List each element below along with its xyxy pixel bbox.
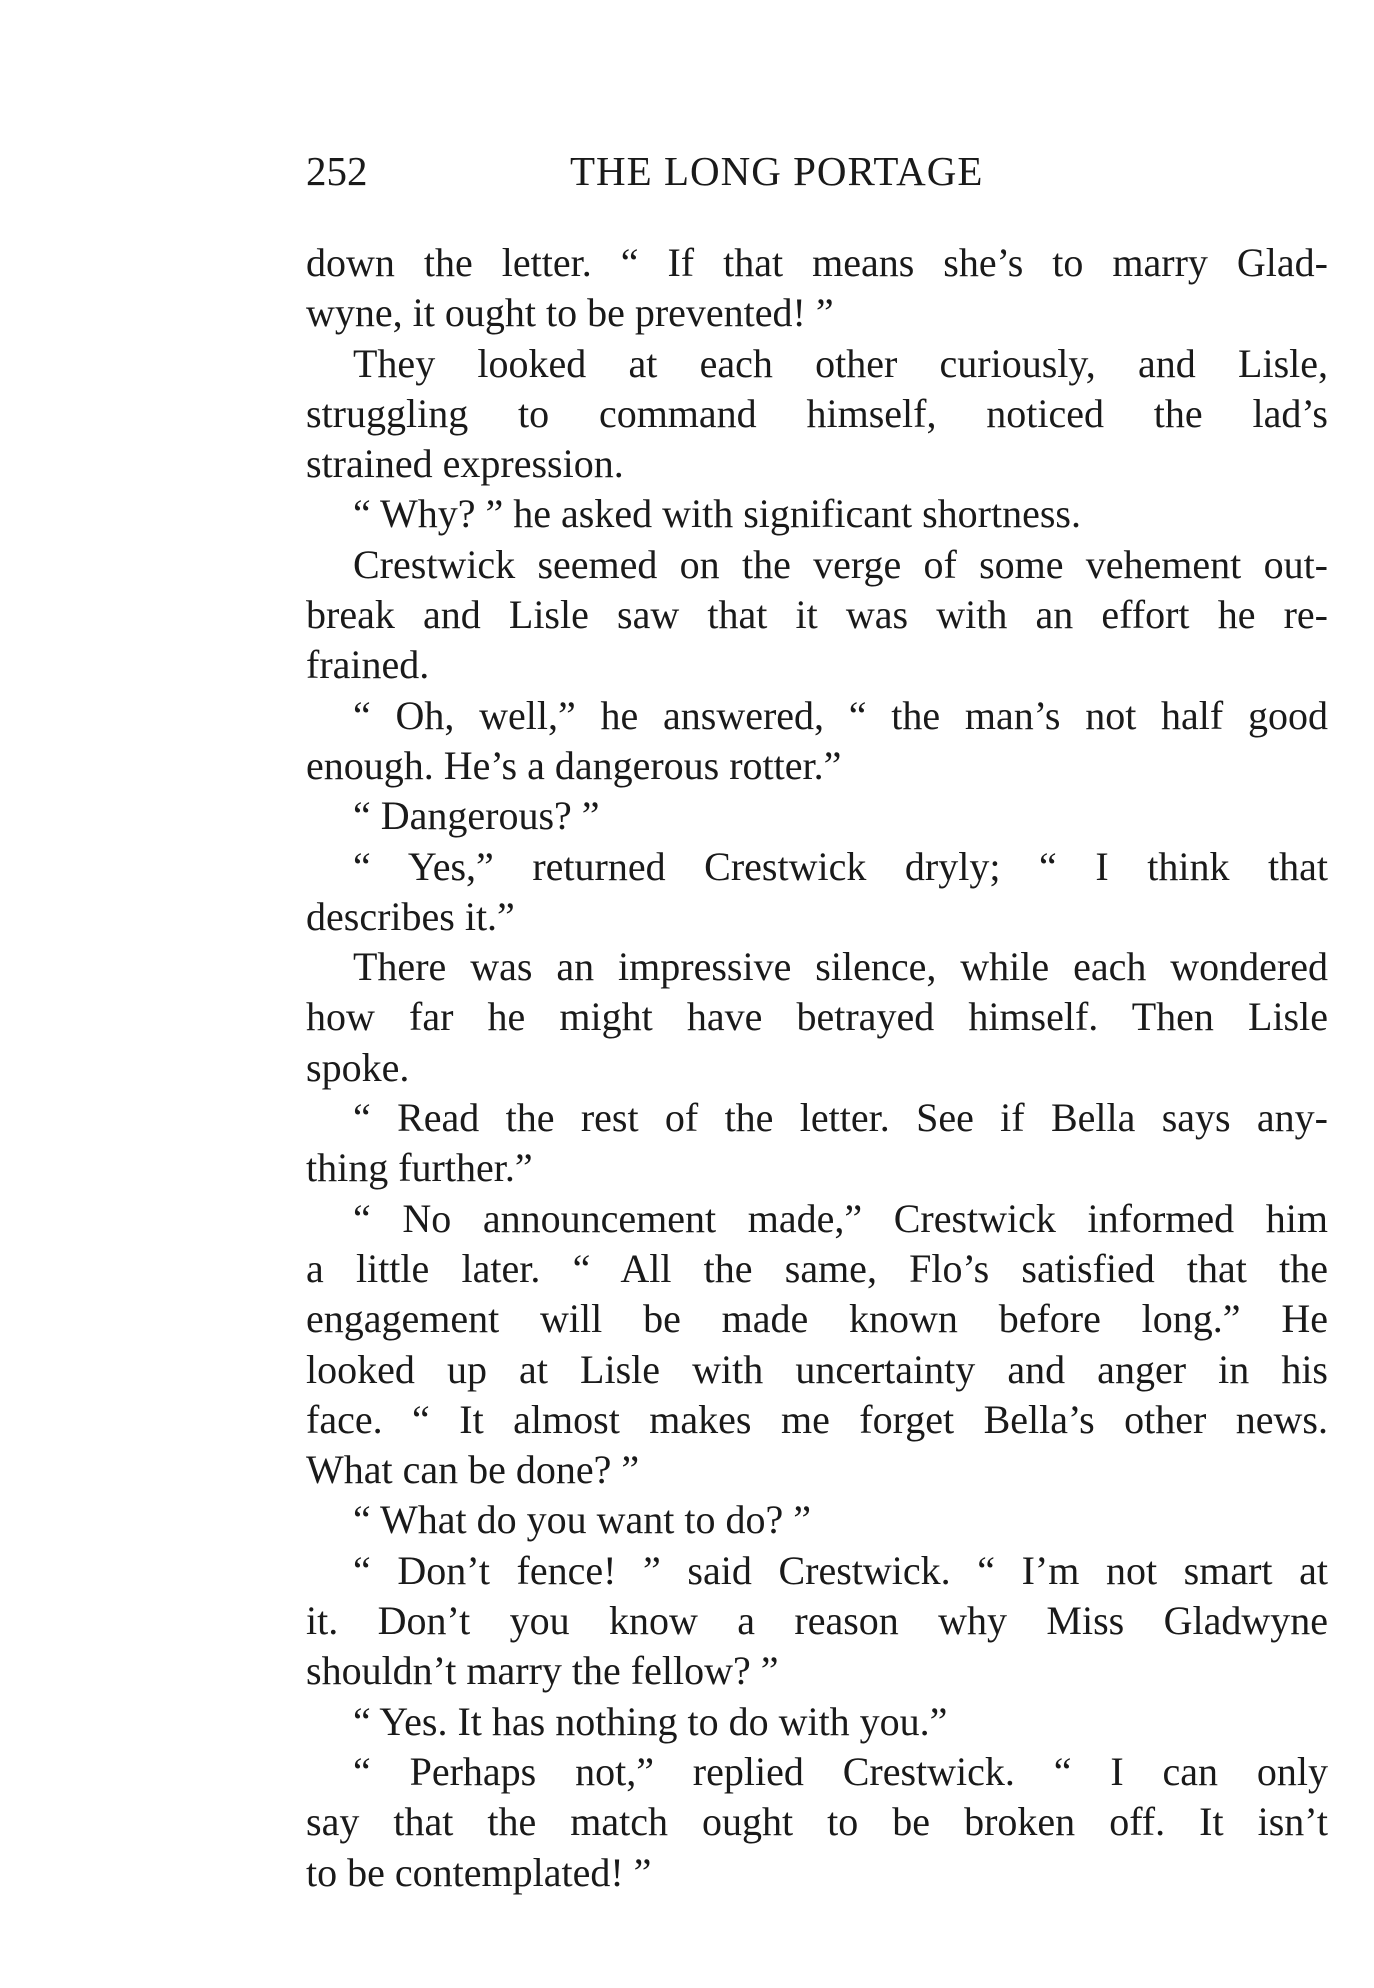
text-line: enough. He’s a dangerous rotter.” — [306, 742, 842, 788]
text-line: “ Yes,” returned Crestwick dryly; “ I think that — [353, 843, 1328, 889]
book-title: THE LONG PORTAGE — [570, 148, 984, 194]
text-line: “ Yes. It has nothing to do with you.” — [353, 1698, 948, 1744]
text-line: “ Why? ” he asked with significant shortness. — [353, 491, 1081, 537]
text-line: “ Dangerous? ” — [353, 793, 600, 839]
running-head — [306, 146, 1066, 196]
text-line: strained expression. — [306, 441, 624, 487]
text-line: face. “ It almost makes me forget Bella’s other news. — [306, 1396, 1328, 1442]
text-line: it. Don’t you know a reason why Miss Gladwyne — [306, 1598, 1328, 1644]
text-line: “ What do you want to do? ” — [353, 1497, 812, 1543]
text-line: to be contemplated! ” — [306, 1849, 652, 1895]
text-line: struggling to command himself, noticed the lad’s — [306, 390, 1328, 436]
text-line: engagement will be made known before long.” He — [306, 1296, 1328, 1342]
text-line: “ Don’t fence! ” said Crestwick. “ I’m not smart at — [353, 1547, 1328, 1593]
page-number: 252 — [306, 148, 368, 194]
text-line: spoke. — [306, 1044, 410, 1090]
text-line: Crestwick seemed on the verge of some vehement out- — [353, 541, 1328, 587]
text-line: say that the match ought to be broken off. It isn’t — [306, 1799, 1328, 1845]
text-line: down the letter. “ If that means she’s to marry Glad- — [306, 240, 1328, 285]
text-line: break and Lisle saw that it was with an effort he re- — [306, 592, 1328, 638]
text-line: What can be done? ” — [306, 1447, 640, 1493]
text-line: They looked at each other curiously, and Lisle, — [353, 340, 1328, 386]
text-line: “ Perhaps not,” replied Crestwick. “ I can only — [353, 1748, 1328, 1794]
text-line: “ Oh, well,” he answered, “ the man’s not half good — [353, 692, 1328, 738]
text-line: There was an impressive silence, while each wondered — [353, 944, 1328, 990]
text-line: “ Read the rest of the letter. See if Bella says any- — [353, 1095, 1328, 1141]
text-line: “ No announcement made,” Crestwick informed him — [353, 1195, 1328, 1241]
text-line: describes it.” — [306, 893, 515, 939]
text-line: how far he might have betrayed himself. Then Lisle — [306, 994, 1328, 1040]
text-line: shouldn’t marry the fellow? ” — [306, 1648, 779, 1694]
text-line: thing further.” — [306, 1145, 533, 1191]
text-line: frained. — [306, 642, 430, 688]
text-line: looked up at Lisle with uncertainty and anger in his — [306, 1346, 1328, 1392]
text-line: wyne, it ought to be prevented! ” — [306, 290, 834, 336]
text-line: a little later. “ All the same, Flo’s satisfied that the — [306, 1245, 1328, 1291]
body-text — [306, 238, 1328, 1898]
